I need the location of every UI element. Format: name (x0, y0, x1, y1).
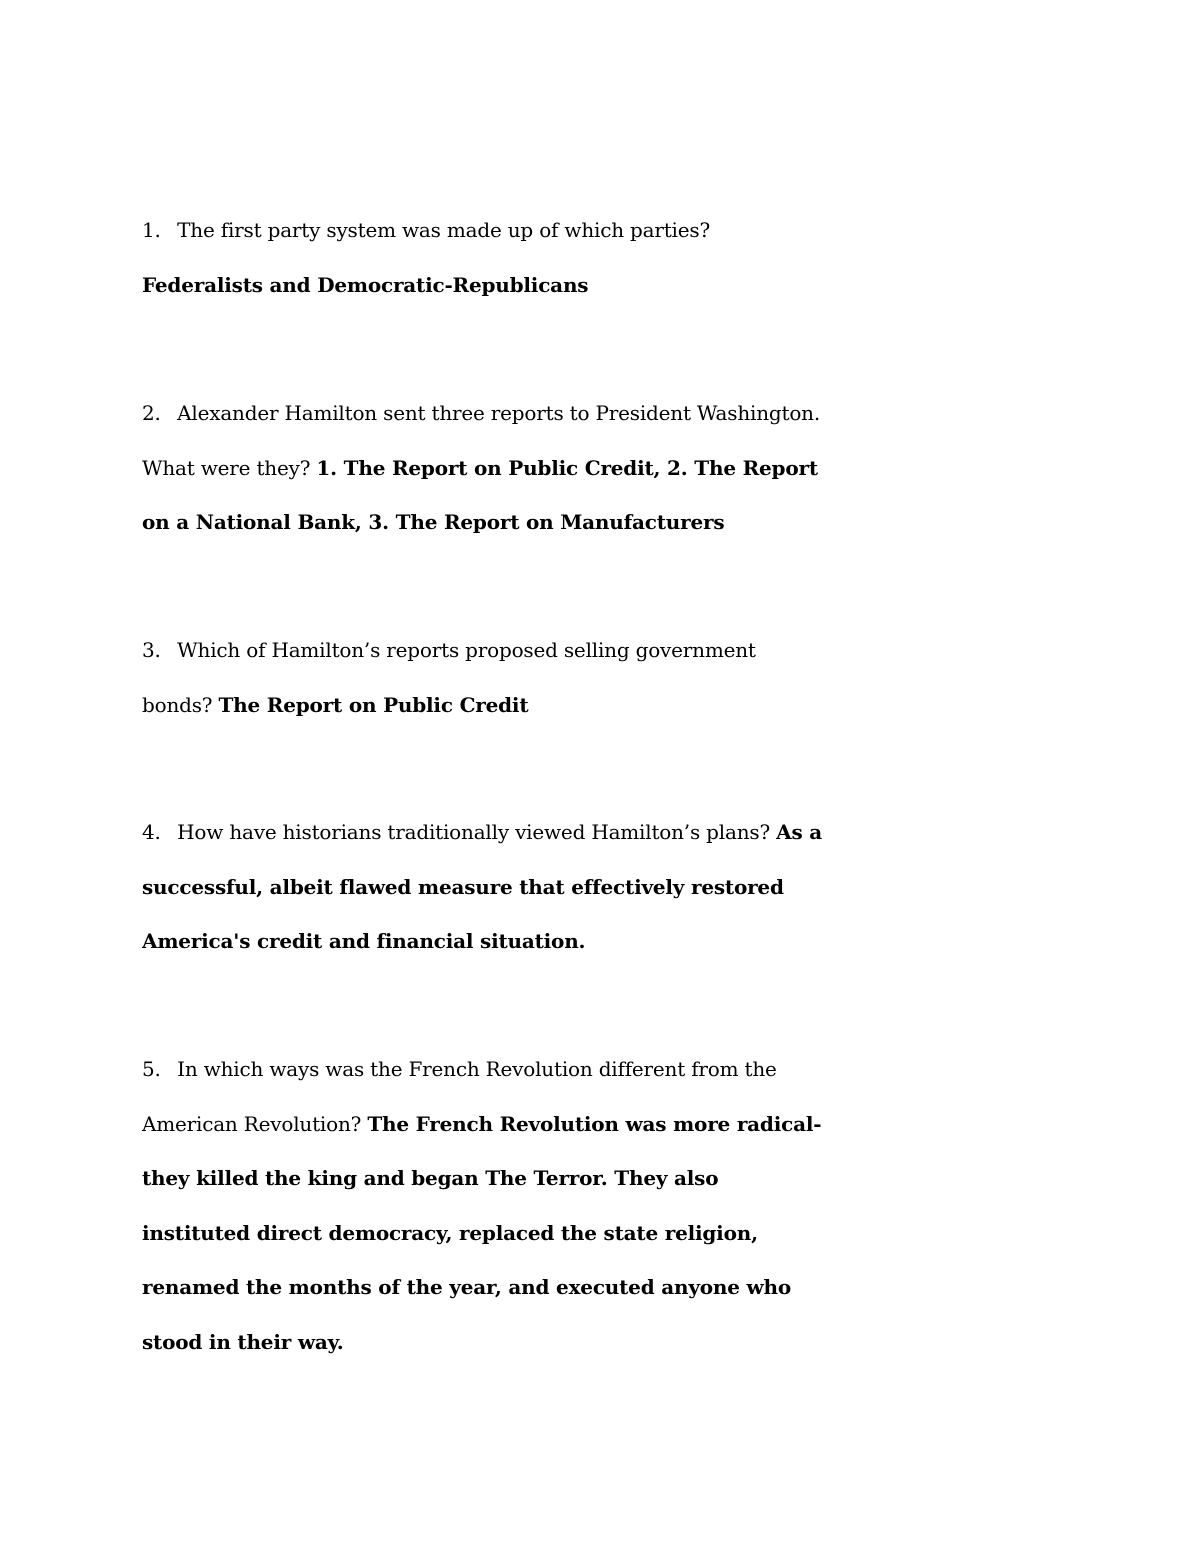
question-number: 3. (142, 638, 161, 662)
question-block-4 (142, 805, 832, 969)
answer-text: The Report on Public Credit (218, 692, 529, 717)
answer-text: The French Revolution was more radical- they killed the king and began The Terror. They also instituted direct democracy, replaced the state religion, renamed the months of the year, and executed anyone who stood in their way. (142, 1111, 822, 1354)
question-number: 4. (142, 820, 161, 844)
question-block-2 (142, 386, 832, 550)
question-block-1 (142, 203, 832, 312)
question-block-3 (142, 623, 832, 732)
question-text: How have historians traditionally viewed Hamilton’s plans? (177, 820, 770, 844)
question-text: The first party system was made up of which parties? (177, 218, 710, 242)
question-text: Alexander Hamilton sent three reports to President Washington. What were they? (142, 401, 821, 480)
question-number: 1. (142, 218, 161, 242)
question-text: In which ways was the French Revolution different from the American Revolution? (142, 1057, 777, 1136)
question-block-5 (142, 1042, 832, 1369)
question-number: 2. (142, 401, 161, 425)
question-number: 5. (142, 1057, 161, 1081)
answer-text: 1. The Report on Public Credit, 2. The Report on a National Bank, 3. The Report on Manufacturers (142, 455, 818, 534)
answer-text: Federalists and Democratic-Republicans (142, 272, 589, 297)
answer-text: As a successful, albeit flawed measure that effectively restored America's credit and financial situation. (142, 820, 823, 953)
question-text: Which of Hamilton’s reports proposed selling government bonds? (142, 638, 756, 717)
